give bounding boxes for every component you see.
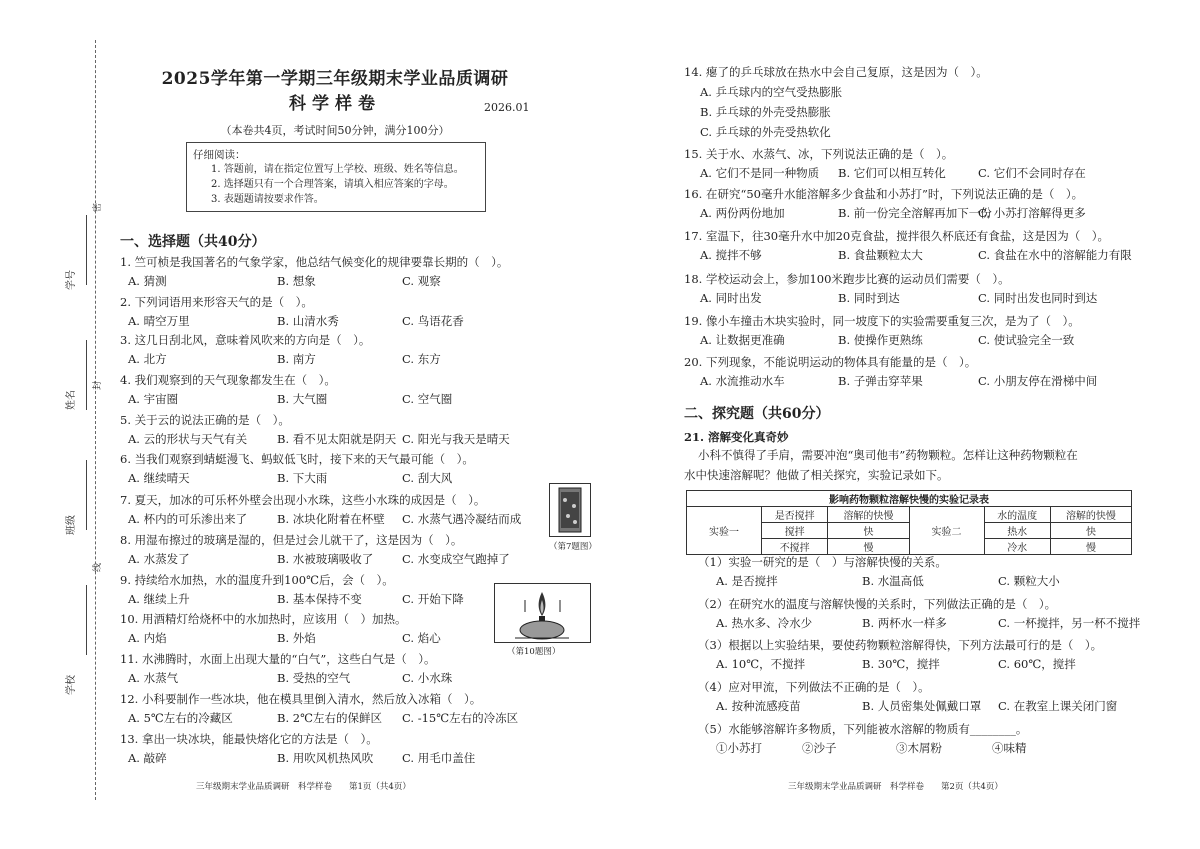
- option-a[interactable]: A. 让数据更准确: [700, 333, 785, 347]
- option-c[interactable]: C. 在教室上课关闭门窗: [998, 699, 1118, 713]
- option-a[interactable]: A. 乒乓球内的空气受热膨胀: [700, 85, 843, 99]
- question-stem: 1. 竺可桢是我国著名的气象学家，他总结气候变化的规律要靠长期的（ ）。: [120, 255, 509, 269]
- table-cell: 不搅拌: [762, 539, 828, 555]
- notice-item: 1. 答题前，请在指定位置写上学校、班级、姓名等信息。: [211, 164, 464, 175]
- question-stem: 9. 持续给水加热，水的温度升到100℃后，会（ ）。: [120, 573, 394, 587]
- page2-footer: 三年级期末学业品质调研 科学样卷 第2页（共4页）: [788, 782, 1003, 792]
- option-a[interactable]: A. 10℃，不搅拌: [716, 657, 806, 671]
- experiment-table: [686, 490, 1132, 555]
- option-c[interactable]: C. 它们不会同时存在: [978, 166, 1086, 180]
- exam-subtitle: 科学样卷: [289, 94, 381, 114]
- option-b[interactable]: B. 子弹击穿苹果: [838, 374, 923, 388]
- class-line: [86, 460, 87, 530]
- exam-date: 2026.01: [484, 101, 530, 114]
- table-cell: 冷水: [984, 539, 1050, 555]
- option-a[interactable]: A. 继续晴天: [128, 471, 190, 485]
- option-b[interactable]: B. 水温高低: [862, 574, 924, 588]
- q21-intro-line2: 水中快速溶解呢？他做了相关探究，实验记录如下。: [684, 468, 949, 482]
- section-explore-title: 二、探究题（共60分）: [684, 406, 830, 422]
- question-stem: 15. 关于水、水蒸气、冰，下列说法正确的是（ ）。: [684, 147, 954, 161]
- option-a[interactable]: A. 水蒸气: [128, 671, 179, 685]
- option-a[interactable]: A. 5℃左右的冷藏区: [128, 711, 233, 725]
- option-b[interactable]: B. 看不见太阳就是阴天: [277, 432, 397, 446]
- option-b[interactable]: ②沙子: [802, 741, 837, 755]
- class-label: 班级: [66, 515, 77, 535]
- student-id-label: 学号: [66, 270, 77, 290]
- option-a[interactable]: A. 水蒸发了: [128, 552, 190, 566]
- name-line: [86, 340, 87, 410]
- question-stem: 5. 关于云的说法正确的是（ ）。: [120, 413, 290, 427]
- section-choice-title: 一、选择题（共40分）: [120, 234, 266, 250]
- school-line: [86, 585, 87, 655]
- option-c[interactable]: C. 水蒸气遇冷凝结而成: [402, 512, 522, 526]
- option-c[interactable]: C. 水变成空气跑掉了: [402, 552, 510, 566]
- option-b[interactable]: B. 2℃左右的保鲜区: [277, 711, 382, 725]
- table-cell: 慢: [1050, 539, 1131, 555]
- option-a[interactable]: A. 晴空万里: [128, 314, 190, 328]
- option-c[interactable]: C. 开始下降: [402, 592, 464, 606]
- option-c[interactable]: C. 乒乓球的外壳受热软化: [700, 125, 831, 139]
- exp1-label: 实验一: [687, 507, 762, 555]
- question-stem: 6. 当我们观察到蜻蜓漫飞、蚂蚁低飞时，接下来的天气最可能（ ）。: [120, 452, 474, 466]
- question-stem: （3）根据以上实验结果，要使药物颗粒溶解得快，下列方法最可行的是（ ）。: [698, 638, 1103, 652]
- fig10-image: [494, 583, 591, 643]
- option-b[interactable]: B. 前一份完全溶解再加下一份: [838, 206, 992, 220]
- option-b[interactable]: B. 下大雨: [277, 471, 328, 485]
- option-c[interactable]: C. 小朋友停在滑梯中间: [978, 374, 1098, 388]
- table-cell: 快: [1050, 523, 1131, 539]
- option-c[interactable]: C. 小苏打溶解得更多: [978, 206, 1086, 220]
- option-c[interactable]: C. 东方: [402, 352, 441, 366]
- question-stem: 3. 这几日刮北风，意味着风吹来的方向是（ ）。: [120, 333, 371, 347]
- table-header: 溶解的快慢: [828, 507, 909, 523]
- option-a[interactable]: A. 继续上升: [128, 592, 190, 606]
- question-stem: （1）实验一研究的是（ ）与溶解快慢的关系。: [698, 555, 947, 569]
- option-b[interactable]: B. 山清水秀: [277, 314, 339, 328]
- option-a[interactable]: A. 敲碎: [128, 751, 167, 765]
- option-c[interactable]: C. 刮大风: [402, 471, 453, 485]
- option-b[interactable]: B. 使操作更熟练: [838, 333, 923, 347]
- option-c[interactable]: C. 一杯搅拌，另一杯不搅拌: [998, 616, 1141, 630]
- option-c[interactable]: ③木屑粉: [896, 741, 942, 755]
- question-stem: 18. 学校运动会上，参加100米跑步比赛的运动员们需要（ ）。: [684, 272, 1010, 286]
- option-a[interactable]: A. 内焰: [128, 631, 167, 645]
- question-stem: 10. 用酒精灯给烧杯中的水加热时，应该用（ ）加热。: [120, 612, 407, 626]
- option-b[interactable]: B. 用吹风机热风吹: [277, 751, 374, 765]
- question-stem: 17. 室温下，往30毫升水中加20克食盐，搅拌很久杯底还有食盐，这是因为（ ）。: [684, 229, 1109, 243]
- question-stem: 2. 下列词语用来形容天气的是（ ）。: [120, 295, 313, 309]
- table-caption: 影响药物颗粒溶解快慢的实验记录表: [687, 491, 1132, 507]
- option-b[interactable]: B. 冰块化附着在杯壁: [277, 512, 385, 526]
- table-cell: 快: [828, 523, 909, 539]
- option-c[interactable]: C. 小水珠: [402, 671, 453, 685]
- table-header: 溶解的快慢: [1050, 507, 1131, 523]
- option-a[interactable]: A. 猜测: [128, 274, 167, 288]
- table-cell: 热水: [984, 523, 1050, 539]
- question-stem: 11. 水沸腾时，水面上出现大量的“白气”，这些白气是（ ）。: [120, 652, 436, 666]
- option-b[interactable]: B. 人员密集处佩戴口罩: [862, 699, 982, 713]
- exp2-label: 实验二: [909, 507, 984, 555]
- school-label: 学校: [66, 675, 77, 695]
- option-c[interactable]: C. 空气圈: [402, 392, 453, 406]
- option-a[interactable]: A. 宇宙圈: [128, 392, 179, 406]
- question-stem: 8. 用湿布擦过的玻璃是湿的，但是过会儿就干了，这是因为（ ）。: [120, 533, 463, 547]
- q21-title: 21. 溶解变化真奇妙: [684, 430, 789, 444]
- option-a[interactable]: A. 云的形状与天气有关: [128, 432, 248, 446]
- seal-mark-3: 线: [93, 562, 103, 572]
- question-stem: 14. 瘪了的乒乓球放在热水中会自己复原，这是因为（ ）。: [684, 65, 988, 79]
- option-a[interactable]: A. 按种流感疫苗: [716, 699, 801, 713]
- option-b[interactable]: B. 乒乓球的外壳受热膨胀: [700, 105, 831, 119]
- page1-footer: 三年级期末学业品质调研 科学样卷 第1页（共4页）: [196, 782, 411, 792]
- notice-item: 2. 选择题只有一个合理答案，请填入相应答案的字母。: [211, 179, 454, 190]
- question-stem: 7. 夏天，加冰的可乐杯外壁会出现小水珠，这些小水珠的成因是（ ）。: [120, 493, 486, 507]
- option-b[interactable]: B. 想象: [277, 274, 316, 288]
- question-stem: （4）应对甲流，下列做法不正确的是（ ）。: [698, 680, 930, 694]
- option-a[interactable]: ①小苏打: [716, 741, 762, 755]
- option-b[interactable]: B. 外焰: [277, 631, 316, 645]
- option-b[interactable]: B. 基本保持不变: [277, 592, 362, 606]
- table-header: 是否搅拌: [762, 507, 828, 523]
- cola-glass-icon: [550, 484, 590, 536]
- table-cell: 慢: [828, 539, 909, 555]
- option-a[interactable]: A. 同时出发: [700, 291, 762, 305]
- option-c[interactable]: C. 观察: [402, 274, 441, 288]
- table-header: 水的温度: [984, 507, 1050, 523]
- option-b[interactable]: B. 它们可以相互转化: [838, 166, 946, 180]
- question-stem: 16. 在研究“50毫升水能溶解多少食盐和小苏打”时，下列说法正确的是（ ）。: [684, 187, 1084, 201]
- option-c[interactable]: C. 用毛巾盖住: [402, 751, 476, 765]
- fig10-caption: （第10题图）: [507, 647, 561, 657]
- table-cell: 搅拌: [762, 523, 828, 539]
- question-stem: （2）在研究水的温度与溶解快慢的关系时，下列做法正确的是（ ）。: [698, 597, 1057, 611]
- option-b[interactable]: B. 食盐颗粒太大: [838, 248, 923, 262]
- seal-mark-2: 封: [93, 380, 103, 390]
- q21-intro-line1: 小科不慎得了手肩，需要冲泡“奥司他韦”药物颗粒。怎样让这种药物颗粒在: [698, 448, 1078, 462]
- notice-item: 3. 表题题请按要求作答。: [211, 194, 324, 205]
- notice-title: 仔细阅读：: [193, 149, 246, 161]
- option-c[interactable]: C. 使试验完全一致: [978, 333, 1075, 347]
- binding-line: [95, 40, 96, 800]
- question-stem: （5）水能够溶解许多物质，下列能被水溶解的物质有________。: [698, 722, 1028, 736]
- option-a[interactable]: A. 杯内的可乐渗出来了: [128, 512, 248, 526]
- question-stem: 20. 下列现象，不能说明运动的物体具有能量的是（ ）。: [684, 355, 977, 369]
- option-c[interactable]: C. 同时出发也同时到达: [978, 291, 1098, 305]
- option-b[interactable]: B. 大气圈: [277, 392, 328, 406]
- option-b[interactable]: B. 南方: [277, 352, 316, 366]
- option-c[interactable]: C. 阳光与我天是晴天: [402, 432, 510, 446]
- option-c[interactable]: C. 颗粒大小: [998, 574, 1060, 588]
- option-a[interactable]: A. 热水多、冷水少: [716, 616, 813, 630]
- option-b[interactable]: B. 30℃，搅拌: [862, 657, 940, 671]
- notice-box: [186, 142, 486, 212]
- student-id-line: [86, 215, 87, 285]
- option-c[interactable]: C. 60℃，搅拌: [998, 657, 1076, 671]
- fig7-caption: （第7题图）: [549, 542, 597, 552]
- option-b[interactable]: B. 水被玻璃吸收了: [277, 552, 374, 566]
- question-stem: 13. 拿出一块冰块，能最快熔化它的方法是（ ）。: [120, 732, 378, 746]
- option-c[interactable]: C. -15℃左右的冷冻区: [402, 711, 519, 725]
- fig7-image: [549, 483, 591, 537]
- option-c[interactable]: C. 焰心: [402, 631, 441, 645]
- option-b[interactable]: B. 同时到达: [838, 291, 900, 305]
- seal-mark-1: 密: [93, 202, 103, 212]
- alcohol-lamp-icon: [495, 584, 590, 642]
- question-stem: 12. 小科要制作一些冰块，他在模具里倒入清水，然后放入冰箱（ ）。: [120, 692, 482, 706]
- option-c[interactable]: C. 食盐在水中的溶解能力有限: [978, 248, 1132, 262]
- option-b[interactable]: B. 受热的空气: [277, 671, 351, 685]
- question-stem: 19. 像小车撞击木块实验时，同一坡度下的实验需要重复三次，是为了（ ）。: [684, 314, 1080, 328]
- option-b[interactable]: B. 两杯水一样多: [862, 616, 947, 630]
- option-a[interactable]: A. 北方: [128, 352, 167, 366]
- exam-title: 2025学年第一学期三年级期末学业品质调研: [161, 69, 509, 89]
- name-label: 姓名: [66, 390, 77, 410]
- option-a[interactable]: A. 搅拌不够: [700, 248, 762, 262]
- exam-meta: （本卷共4页，考试时间50分钟，满分100分）: [220, 124, 450, 137]
- option-a[interactable]: A. 水流推动水车: [700, 374, 785, 388]
- option-d[interactable]: ④味精: [992, 741, 1027, 755]
- option-a[interactable]: A. 它们不是同一种物质: [700, 166, 820, 180]
- option-a[interactable]: A. 两份两份地加: [700, 206, 785, 220]
- option-a[interactable]: A. 是否搅拌: [716, 574, 778, 588]
- question-stem: 4. 我们观察到的天气现象都发生在（ ）。: [120, 373, 336, 387]
- option-c[interactable]: C. 鸟语花香: [402, 314, 464, 328]
